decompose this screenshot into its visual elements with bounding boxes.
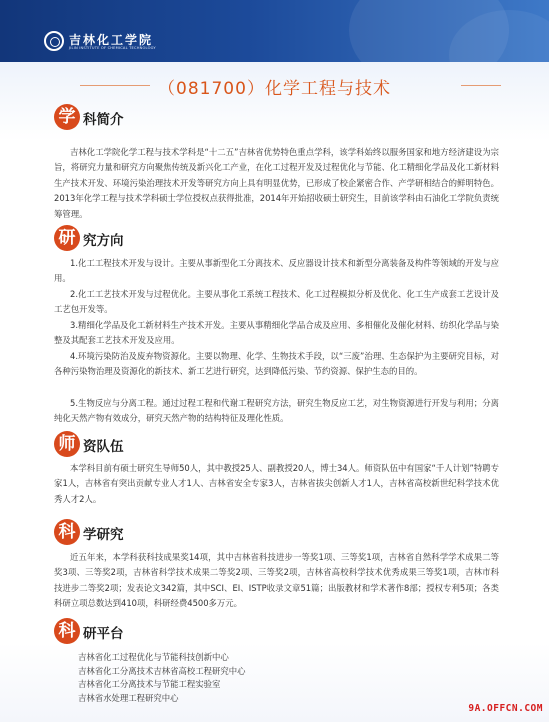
platform-item: 吉林省水处理工程研究中心 bbox=[78, 692, 179, 703]
direction-item-1: 1.化工工程技术开发与设计。主要从事新型化工分离技术、反应器设计技术和新型分离装备及构件等领域的开发与应用。 bbox=[54, 258, 499, 284]
school-name-cn: 吉林化工学院 bbox=[69, 33, 154, 47]
faculty-paragraph: 本学科目前有硕士研究生导师50人，其中教授25人、副教授20人，博士34人。师资队伍中有国家“千人计划”特聘专家1人，吉林省有突出贡献专业人才1人、吉林省安全专家3人，吉林省拔尖创新人才1人，吉林省高校新世纪科学技术优秀人才2人。 bbox=[54, 463, 499, 504]
title-rule-left bbox=[80, 85, 150, 86]
direction-item-2: 2.化工工艺技术开发与过程优化。主要从事化工系统工程技术、化工过程模拟分析及优化、化工生产成套工艺设计及工艺包开发等。 bbox=[54, 289, 499, 315]
research-paragraph: 近五年来，本学科获科技成果奖14项，其中吉林省科技进步一等奖1项、三等奖1项，吉林省自然科学学术成果二等奖3项、三等奖2项，吉林省科学技术成果二等奖2项、三等奖2项，吉林省高校科学技术优秀成果三等奖1项，吉林市科技进步二等奖2项；发表论文342篇，其中SCI、EI、ISTP收录文章51篇；出版教材和学术著作8部；授权专利5项；各类科研立项总数达到410项，科研经费4500多万元。 bbox=[54, 552, 499, 609]
direction-item-5: 5.生物反应与分离工程。通过过程工程和代谢工程研究方法，研究生物反应工艺，对生物资源进行开发与利用；分离纯化天然产物有效成分，研究天然产物的结构特征及理化性质。 bbox=[54, 398, 499, 424]
section-badge: 师 bbox=[54, 431, 80, 457]
section-title: 科简介 bbox=[83, 112, 124, 128]
page-title-text: （081700）化学工程与技术 bbox=[158, 79, 391, 99]
intro-paragraph: 吉林化工学院化学工程与技术学科是“十二五”吉林省优势特色重点学科，该学科始终以服务国家和地方经济建设为宗旨，将研究力量和研究方向聚焦传统及新兴化工产业，在化工过程开发及过程优化与节能、化工精细化学品及化工新材料生产技术开发、环境污染治理技术开发等研究方向上具有明显优势，已形成了校企紧密合作、产学研相结合的鲜明特色。2013年化学工程与技术学科硕士学位授权点获得批准，2014年开始招收硕士研究生，目前该学科由石油化工学院负责统筹管理。 bbox=[54, 147, 499, 219]
section-badge: 研 bbox=[54, 225, 80, 251]
page-title bbox=[0, 74, 549, 99]
direction-item-4: 4.环境污染防治及废弃物资源化。主要以物理、化学、生物技术手段，以“三废”治理、生态保护为主要研究目标，对各种污染物治理及资源化的新技术、新工艺进行研究，达到降低污染、节约资源、保护生态的目的。 bbox=[54, 351, 499, 377]
platform-list bbox=[78, 651, 378, 705]
source-watermark: 9A.OFFCN.COM bbox=[468, 703, 543, 714]
platform-item: 吉林省化工分离技术吉林省高校工程研究中心 bbox=[78, 665, 246, 676]
direction-item-3: 3.精细化学品及化工新材料生产技术开发。主要从事精细化学品合成及应用、多相催化及催化材料、纺织化学品与染整及其配套工艺技术开发及应用。 bbox=[54, 320, 499, 346]
section-title: 资队伍 bbox=[83, 439, 124, 455]
section-badge: 学 bbox=[54, 104, 80, 130]
section-badge: 科 bbox=[54, 618, 80, 644]
header-banner bbox=[0, 0, 549, 62]
section-title: 学研究 bbox=[83, 527, 124, 543]
school-name-en: JILIN INSTITUTE OF CHEMICAL TECHNOLOGY bbox=[69, 46, 156, 50]
title-rule-right bbox=[461, 85, 501, 86]
section-title: 究方向 bbox=[83, 233, 124, 249]
platform-item: 吉林省化工分离技术与节能工程实验室 bbox=[78, 679, 221, 689]
school-seal-icon bbox=[44, 31, 64, 51]
platform-item: 吉林省化工过程优化与节能科技创新中心 bbox=[78, 652, 229, 662]
section-badge: 科 bbox=[54, 519, 80, 545]
section-title: 研平台 bbox=[83, 626, 124, 642]
